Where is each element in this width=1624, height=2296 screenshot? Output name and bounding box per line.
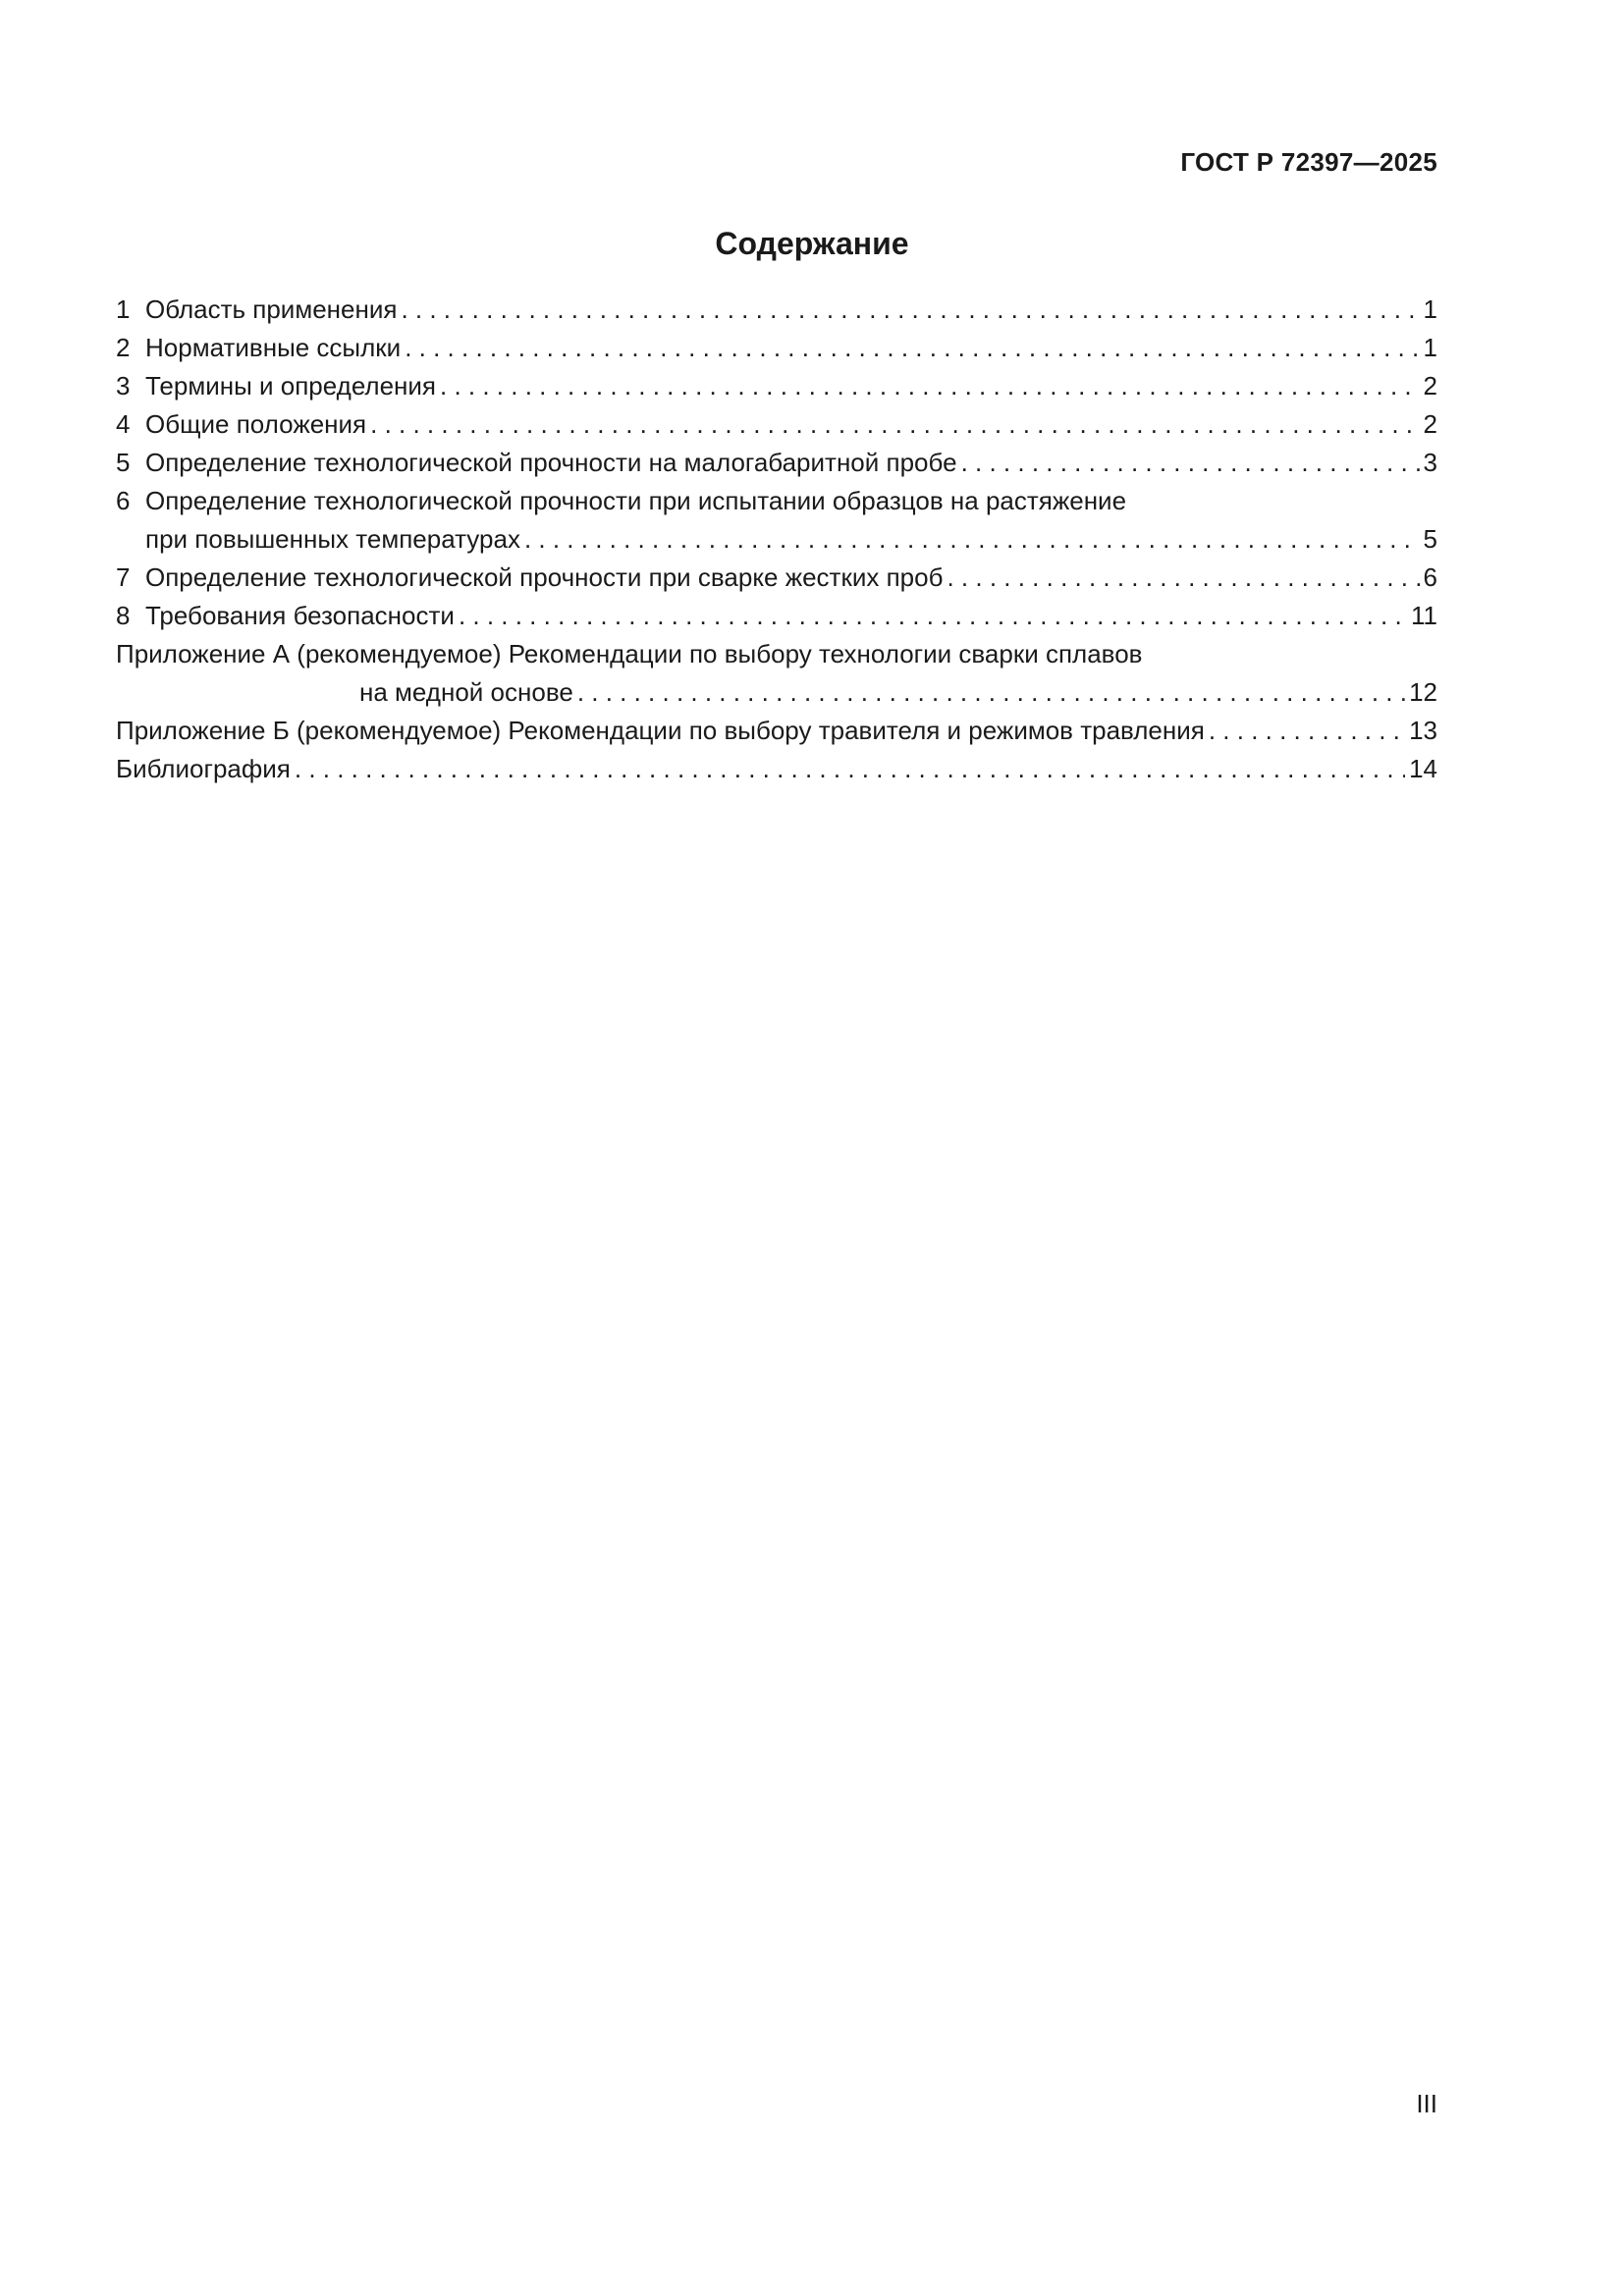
toc-entry-number: 6 xyxy=(116,486,131,515)
toc-entry-second-line xyxy=(116,673,1437,712)
toc-entry-appendix-b[interactable] xyxy=(116,712,1437,750)
toc-entry-number: 7 xyxy=(116,562,131,592)
page-number: III xyxy=(1416,2089,1437,2118)
toc-title: Содержание xyxy=(715,226,909,261)
toc-entry-page: 13 xyxy=(1409,716,1437,745)
toc-entry-page: 14 xyxy=(1409,754,1437,783)
toc-entry-page: 3 xyxy=(1423,448,1437,477)
toc-entry-text: Определение технологической прочности при испытании образцов на растяжение xyxy=(145,486,1127,515)
toc-entry-label xyxy=(116,405,366,444)
toc-entry-number: 5 xyxy=(116,448,131,477)
toc-entry-text: Общие положения xyxy=(145,409,367,439)
dot-leader xyxy=(370,405,1419,444)
dot-leader xyxy=(459,597,1407,635)
toc-entry-label xyxy=(116,291,397,329)
toc-entry-text: Приложение Б (рекомендуемое) Рекомендации по выбору травителя и режимов травления xyxy=(116,716,1205,745)
toc-entry-number: 8 xyxy=(116,601,131,630)
dot-leader xyxy=(401,291,1419,329)
dot-leader xyxy=(577,673,1405,712)
toc-entry-page: 12 xyxy=(1409,677,1437,707)
toc-entry[interactable] xyxy=(116,405,1437,444)
toc-entry[interactable] xyxy=(116,444,1437,482)
document-code: ГОСТ Р 72397—2025 xyxy=(1180,147,1437,177)
toc-entry-text: Библиография xyxy=(116,754,291,783)
toc-entry-text: Определение технологической прочности при сварке жестких проб xyxy=(145,562,944,592)
toc-entry-page: 2 xyxy=(1423,409,1437,439)
dot-leader xyxy=(295,750,1405,788)
toc-entry-first-line: Приложение А (рекомендуемое) Рекомендации по выбору технологии сварки сплавов xyxy=(116,639,1143,668)
toc-entry[interactable] xyxy=(116,329,1437,367)
toc-entry-page: 11 xyxy=(1411,601,1437,630)
toc-entry-number: 3 xyxy=(116,371,131,400)
toc-entry[interactable] xyxy=(116,597,1437,635)
toc-entry-text-continued: при повышенных температурах xyxy=(145,524,520,554)
toc-entry[interactable] xyxy=(116,559,1437,597)
toc-entry[interactable] xyxy=(116,367,1437,405)
toc-entry-number: 2 xyxy=(116,333,131,362)
toc-entry-text: Область применения xyxy=(145,294,398,324)
toc-entry-label xyxy=(116,559,943,597)
toc-entry-number: 4 xyxy=(116,409,131,439)
toc-entry-label xyxy=(116,367,436,405)
dot-leader xyxy=(961,444,1420,482)
dot-leader xyxy=(440,367,1420,405)
toc-entry-appendix-a[interactable] xyxy=(116,635,1437,712)
toc-entry-second-line xyxy=(116,520,1437,559)
dot-leader xyxy=(1209,712,1405,750)
toc-entry-bibliography[interactable] xyxy=(116,750,1437,788)
toc-entry-label xyxy=(116,329,401,367)
toc-entry[interactable] xyxy=(116,291,1437,329)
dot-leader xyxy=(947,559,1419,597)
toc-entry-text: Требования безопасности xyxy=(145,601,455,630)
toc-entry-multiline[interactable] xyxy=(116,482,1437,559)
toc-entry-label xyxy=(116,444,957,482)
toc-entry-label xyxy=(116,597,455,635)
toc-entry-page: 2 xyxy=(1423,371,1437,400)
toc-entry-number: 1 xyxy=(116,294,131,324)
toc-entry-first-line xyxy=(116,482,1437,520)
toc-entry-text: Термины и определения xyxy=(145,371,437,400)
toc-entry-text-continued: на медной основе xyxy=(359,677,573,707)
dot-leader xyxy=(405,329,1419,367)
toc-entry-page: 5 xyxy=(1423,524,1437,554)
toc-entry-page: 1 xyxy=(1423,294,1437,324)
table-of-contents xyxy=(116,291,1437,788)
dot-leader xyxy=(524,520,1420,559)
toc-entry-page: 1 xyxy=(1423,333,1437,362)
toc-entry-text: Нормативные ссылки xyxy=(145,333,402,362)
toc-entry-page: 6 xyxy=(1423,562,1437,592)
toc-entry-text: Определение технологической прочности на малогабаритной пробе xyxy=(145,448,957,477)
